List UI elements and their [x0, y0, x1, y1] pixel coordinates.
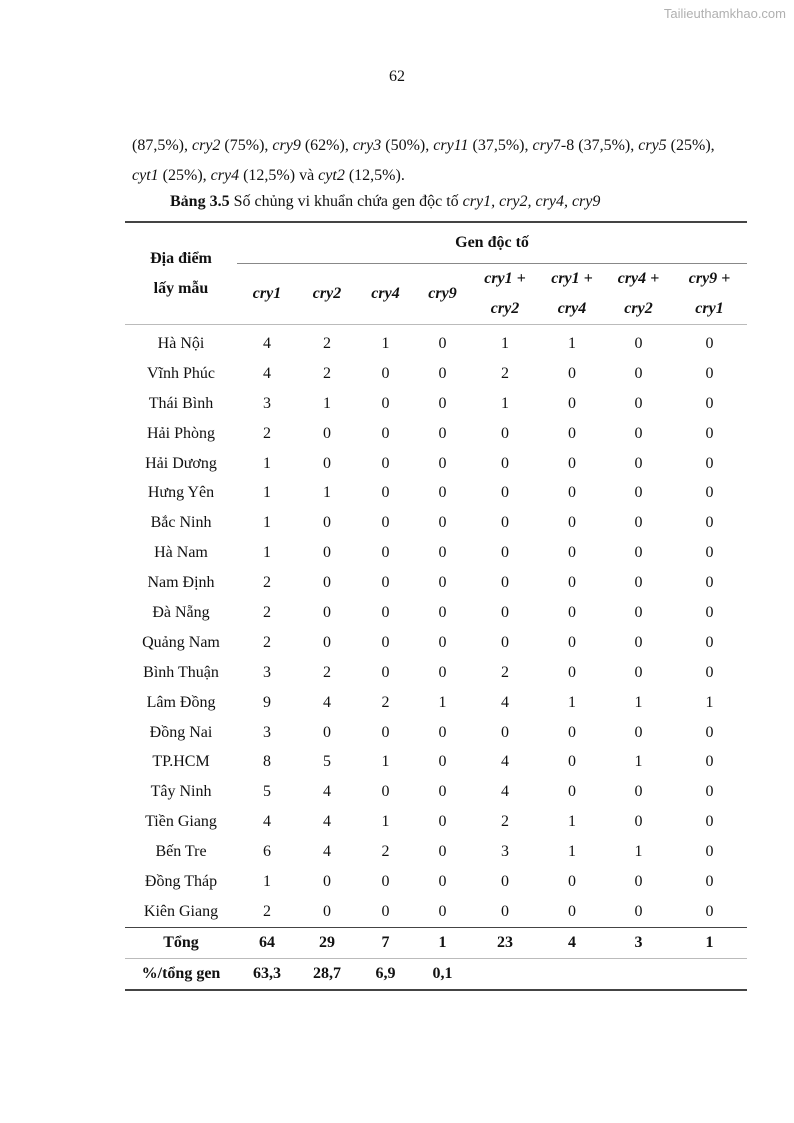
- count-cell: 0: [381, 484, 390, 502]
- count-cell: 7: [357, 927, 414, 958]
- location-cell: Lâm Đồng: [146, 693, 216, 711]
- count-cell: 2: [263, 603, 271, 621]
- gene-column-header: cry9: [414, 264, 471, 325]
- table-row: [125, 688, 747, 718]
- count-cell: 0: [705, 334, 714, 352]
- table-row: [125, 598, 747, 628]
- count-cell: 0: [381, 633, 390, 651]
- count-cell: 6: [263, 843, 271, 861]
- count-cell: 0: [705, 813, 714, 831]
- count-cell: 1: [634, 843, 643, 861]
- count-cell: 0: [568, 454, 576, 472]
- count-cell: 9: [263, 693, 271, 711]
- count-cell: 0: [705, 783, 714, 801]
- count-cell: 1: [568, 334, 576, 352]
- count-cell: 0: [705, 484, 714, 502]
- watermark: Tailieuthamkhao.com: [663, 6, 786, 21]
- location-cell: Thái Bình: [148, 394, 214, 412]
- count-cell: 0: [705, 454, 714, 472]
- count-cell: 0: [634, 902, 643, 920]
- table-row: [125, 777, 747, 807]
- count-cell: 0: [634, 544, 643, 562]
- count-cell: 0: [634, 424, 643, 442]
- count-cell: [605, 958, 672, 990]
- count-cell: 0: [381, 394, 390, 412]
- count-cell: 0: [705, 902, 714, 920]
- location-cell: Tiền Giang: [145, 813, 217, 831]
- count-cell: 0: [381, 544, 390, 562]
- count-cell: 0: [568, 424, 576, 442]
- count-cell: 0: [705, 603, 714, 621]
- count-cell: 0: [568, 603, 576, 621]
- count-cell: 0: [438, 514, 447, 532]
- count-cell: 2: [263, 424, 271, 442]
- count-cell: 1: [634, 693, 643, 711]
- count-cell: 0: [438, 633, 447, 651]
- count-cell: 0: [568, 723, 576, 741]
- location-cell: Tây Ninh: [150, 783, 212, 801]
- count-cell: 1: [263, 544, 271, 562]
- count-cell: 0: [634, 454, 643, 472]
- count-cell: 1: [263, 872, 271, 890]
- location-cell: Tổng: [125, 927, 237, 958]
- count-cell: 4: [323, 693, 331, 711]
- count-cell: 0: [438, 394, 447, 412]
- count-cell: 0: [568, 514, 576, 532]
- table-row: [125, 658, 747, 688]
- count-cell: 0: [634, 783, 643, 801]
- count-cell: 1: [705, 693, 714, 711]
- location-cell: Vĩnh Phúc: [147, 364, 215, 382]
- count-cell: 0: [438, 574, 447, 592]
- count-cell: 0: [568, 783, 576, 801]
- gene-column-header: cry4: [357, 264, 414, 325]
- location-cell: Đồng Nai: [149, 723, 213, 741]
- count-cell: 2: [323, 364, 331, 382]
- count-cell: 0: [705, 394, 714, 412]
- table-row: [125, 508, 747, 538]
- location-cell: Quảng Nam: [142, 633, 220, 651]
- table-row: [125, 897, 747, 927]
- count-cell: 3: [263, 394, 271, 412]
- count-cell: 0: [705, 872, 714, 890]
- gene-column-header: cry4 + cry2: [605, 264, 672, 325]
- location-cell: Bến Tre: [155, 843, 207, 861]
- gene-column-header: cry9 + cry1: [672, 264, 747, 325]
- toxin-gene-header: Gen độc tố: [237, 222, 747, 264]
- count-cell: 0: [634, 603, 643, 621]
- count-cell: 0: [705, 424, 714, 442]
- count-cell: 0: [438, 334, 447, 352]
- count-cell: 4: [501, 693, 509, 711]
- count-cell: 6,9: [357, 958, 414, 990]
- count-cell: 4: [323, 843, 331, 861]
- count-cell: 29: [297, 927, 357, 958]
- count-cell: 4: [263, 813, 271, 831]
- count-cell: 1: [568, 693, 576, 711]
- count-cell: 4: [539, 927, 605, 958]
- count-cell: 4: [263, 334, 271, 352]
- count-cell: 4: [501, 753, 509, 771]
- table-row: [125, 837, 747, 867]
- count-cell: 0: [438, 783, 447, 801]
- table-row: [125, 628, 747, 658]
- table-row: [125, 747, 747, 777]
- count-cell: 0: [634, 663, 643, 681]
- count-cell: 0: [568, 663, 576, 681]
- count-cell: 0: [438, 603, 447, 621]
- count-cell: 0: [634, 872, 643, 890]
- count-cell: 3: [501, 843, 509, 861]
- page-number: 62: [389, 68, 405, 85]
- total-row: [125, 927, 747, 958]
- count-cell: 0: [323, 902, 331, 920]
- table-row: [125, 325, 747, 359]
- location-cell: Kiên Giang: [143, 902, 219, 920]
- count-cell: 0: [501, 902, 509, 920]
- count-cell: 0: [438, 753, 447, 771]
- count-cell: 0: [323, 723, 331, 741]
- count-cell: 0: [501, 574, 509, 592]
- count-cell: 0: [705, 843, 714, 861]
- count-cell: 0: [438, 663, 447, 681]
- percent-row: [125, 958, 747, 990]
- count-cell: 0: [323, 872, 331, 890]
- count-cell: 2: [323, 663, 331, 681]
- count-cell: 0: [438, 454, 447, 472]
- count-cell: 1: [501, 394, 509, 412]
- count-cell: 5: [263, 783, 271, 801]
- count-cell: 3: [263, 723, 271, 741]
- count-cell: 0: [381, 454, 390, 472]
- count-cell: 0: [705, 574, 714, 592]
- count-cell: 0: [438, 424, 447, 442]
- count-cell: 0,1: [414, 958, 471, 990]
- count-cell: 8: [263, 753, 271, 771]
- toxin-gene-table: [125, 221, 747, 991]
- count-cell: 2: [381, 693, 390, 711]
- count-cell: 2: [501, 663, 509, 681]
- count-cell: 0: [323, 574, 331, 592]
- location-cell: Nam Định: [147, 574, 215, 592]
- count-cell: 0: [501, 633, 509, 651]
- count-cell: 0: [634, 574, 643, 592]
- location-cell: Bình Thuận: [143, 663, 219, 681]
- count-cell: 0: [634, 394, 643, 412]
- count-cell: 0: [634, 514, 643, 532]
- table-row: [125, 718, 747, 748]
- count-cell: 4: [263, 364, 271, 382]
- count-cell: [539, 958, 605, 990]
- table-row: [125, 478, 747, 508]
- count-cell: 0: [438, 364, 447, 382]
- count-cell: 0: [381, 723, 390, 741]
- count-cell: 0: [381, 364, 390, 382]
- count-cell: 2: [263, 574, 271, 592]
- count-cell: 28,7: [297, 958, 357, 990]
- count-cell: 0: [568, 902, 576, 920]
- count-cell: 4: [323, 813, 331, 831]
- count-cell: 0: [634, 364, 643, 382]
- count-cell: 0: [381, 902, 390, 920]
- count-cell: 0: [381, 574, 390, 592]
- count-cell: 0: [501, 723, 509, 741]
- location-cell: Đồng Tháp: [144, 872, 218, 890]
- count-cell: 0: [705, 663, 714, 681]
- count-cell: 0: [501, 484, 509, 502]
- location-cell: Hải Phòng: [147, 424, 215, 442]
- count-cell: 2: [263, 633, 271, 651]
- count-cell: 0: [438, 544, 447, 562]
- count-cell: 1: [263, 454, 271, 472]
- count-cell: 0: [501, 424, 509, 442]
- count-cell: 64: [237, 927, 297, 958]
- count-cell: 0: [438, 843, 447, 861]
- count-cell: 0: [323, 514, 331, 532]
- count-cell: 0: [323, 603, 331, 621]
- count-cell: 0: [568, 484, 576, 502]
- count-cell: 1: [568, 843, 576, 861]
- count-cell: 1: [323, 484, 331, 502]
- count-cell: 2: [501, 364, 509, 382]
- count-cell: 0: [323, 633, 331, 651]
- count-cell: [672, 958, 747, 990]
- count-cell: 0: [323, 454, 331, 472]
- count-cell: 0: [705, 514, 714, 532]
- count-cell: 0: [501, 603, 509, 621]
- count-cell: 1: [501, 334, 509, 352]
- count-cell: 1: [438, 693, 447, 711]
- count-cell: 0: [634, 723, 643, 741]
- count-cell: 0: [381, 514, 390, 532]
- count-cell: 63,3: [237, 958, 297, 990]
- location-cell: %/tổng gen: [125, 958, 237, 990]
- count-cell: 0: [323, 544, 331, 562]
- count-cell: 1: [323, 394, 331, 412]
- count-cell: 3: [605, 927, 672, 958]
- count-cell: 1: [672, 927, 747, 958]
- count-cell: 0: [438, 723, 447, 741]
- count-cell: 0: [381, 872, 390, 890]
- count-cell: 0: [568, 574, 576, 592]
- gene-column-header: cry1 + cry2: [471, 264, 539, 325]
- count-cell: 1: [381, 813, 390, 831]
- count-cell: [471, 958, 539, 990]
- count-cell: 0: [381, 663, 390, 681]
- location-cell: Bắc Ninh: [150, 514, 212, 532]
- count-cell: 5: [323, 753, 331, 771]
- count-cell: 2: [381, 843, 390, 861]
- location-cell: Hà Nam: [154, 544, 208, 562]
- count-cell: 1: [414, 927, 471, 958]
- count-cell: 4: [323, 783, 331, 801]
- location-cell: Hà Nội: [157, 334, 205, 352]
- location-header: Địa điểm lấy mẫu: [125, 222, 237, 325]
- count-cell: 0: [705, 723, 714, 741]
- count-cell: 0: [568, 633, 576, 651]
- table-caption: Bảng 3.5 Số chủng vi khuẩn chứa gen độc tố cry1, cry2, cry4, cry9: [170, 193, 601, 210]
- count-cell: 0: [705, 633, 714, 651]
- count-cell: 3: [263, 663, 271, 681]
- count-cell: 0: [568, 364, 576, 382]
- count-cell: 4: [501, 783, 509, 801]
- count-cell: 0: [381, 424, 390, 442]
- count-cell: 0: [381, 603, 390, 621]
- location-cell: Đà Nẵng: [152, 603, 210, 621]
- location-cell: TP.HCM: [152, 753, 210, 771]
- count-cell: 2: [501, 813, 509, 831]
- count-cell: 0: [501, 544, 509, 562]
- count-cell: 0: [568, 872, 576, 890]
- location-cell: Hưng Yên: [147, 484, 215, 502]
- count-cell: 23: [471, 927, 539, 958]
- count-cell: 2: [323, 334, 331, 352]
- count-cell: 0: [634, 633, 643, 651]
- table-row: [125, 419, 747, 449]
- count-cell: 0: [634, 334, 643, 352]
- count-cell: 0: [438, 902, 447, 920]
- count-cell: 1: [263, 514, 271, 532]
- count-cell: 0: [438, 813, 447, 831]
- table-row: [125, 867, 747, 897]
- count-cell: 1: [381, 334, 390, 352]
- count-cell: 0: [323, 424, 331, 442]
- count-cell: 0: [568, 544, 576, 562]
- gene-column-header: cry1 + cry4: [539, 264, 605, 325]
- count-cell: 1: [263, 484, 271, 502]
- count-cell: 0: [705, 364, 714, 382]
- table-row: [125, 449, 747, 479]
- count-cell: 0: [568, 753, 576, 771]
- count-cell: 0: [634, 484, 643, 502]
- gene-column-header: cry1: [237, 264, 297, 325]
- count-cell: 0: [438, 872, 447, 890]
- count-cell: 0: [501, 454, 509, 472]
- count-cell: 1: [634, 753, 643, 771]
- gene-column-header: cry2: [297, 264, 357, 325]
- count-cell: 0: [705, 753, 714, 771]
- table-row: [125, 568, 747, 598]
- location-cell: Hải Dương: [145, 454, 217, 472]
- count-cell: 0: [705, 544, 714, 562]
- count-cell: 0: [501, 872, 509, 890]
- count-cell: 0: [501, 514, 509, 532]
- count-cell: 0: [381, 783, 390, 801]
- count-cell: 2: [263, 902, 271, 920]
- count-cell: 1: [381, 753, 390, 771]
- count-cell: 0: [568, 394, 576, 412]
- table-row: [125, 359, 747, 389]
- body-paragraph: (87,5%), cry2 (75%), cry9 (62%), cry3 (50%), cry11 (37,5%), cry7-8 (37,5%), cry5 (25%), cyt1 (25%), cry4 (12,5%) và cyt2 (12,5%).: [132, 137, 715, 184]
- count-cell: 1: [568, 813, 576, 831]
- table-row: [125, 807, 747, 837]
- table-row: [125, 389, 747, 419]
- table-row: [125, 538, 747, 568]
- count-cell: 0: [634, 813, 643, 831]
- count-cell: 0: [438, 484, 447, 502]
